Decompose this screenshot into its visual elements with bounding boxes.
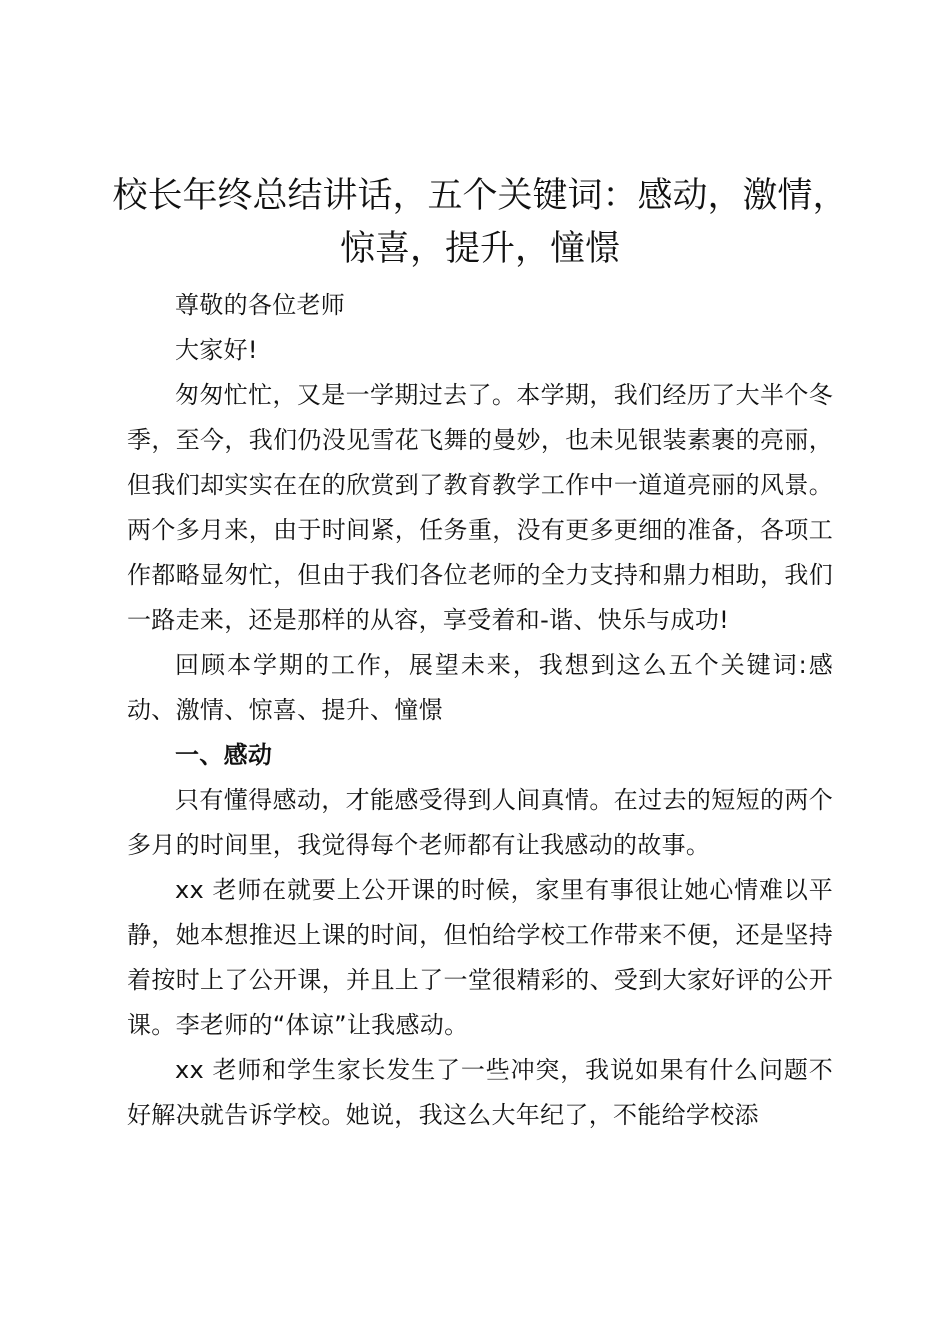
paragraph-moved-intro: 只有懂得感动，才能感受得到人间真情。在过去的短短的两个多月的时间里，我觉得每个老师都有让我感动的故事。 — [127, 786, 833, 859]
document-page — [112, 170, 848, 1138]
document-title: 校长年终总结讲话，五个关键词：感动，激情，惊喜，提升，憧憬 — [112, 176, 848, 269]
paragraph-teacher-story-2: xx 老师和学生家长发生了一些冲突，我说如果有什么问题不好解决就告诉学校。她说，我这么大年纪了，不能给学校添 — [127, 1056, 833, 1129]
paragraph-keywords: 回顾本学期的工作，展望未来，我想到这么五个关键词:感动、激情、惊喜、提升、憧憬 — [127, 651, 833, 724]
salutation-teachers: 尊敬的各位老师 — [175, 291, 346, 319]
salutation-greeting: 大家好! — [175, 336, 258, 364]
section-heading-moved: 一、感动 — [175, 741, 273, 769]
paragraph-intro: 匆匆忙忙，又是一学期过去了。本学期，我们经历了大半个冬季，至今，我们仍没见雪花飞舞的曼妙，也未见银装素裹的亮丽，但我们却实实在在的欣赏到了教育教学工作中一道道亮丽的风景。两个多月来，由于时间紧，任务重，没有更多更细的准备，各项工作都略显匆忙，但由于我们各位老师的全力支持和鼎力相助，我们一路走来，还是那样的从容，享受着和-谐、快乐与成功! — [127, 381, 833, 634]
paragraph-teacher-story-1: xx 老师在就要上公开课的时候，家里有事很让她心情难以平静，她本想推迟上课的时间，但怕给学校工作带来不便，还是坚持着按时上了公开课，并且上了一堂很精彩的、受到大家好评的公开课。李老师的“体谅”让我感动。 — [127, 876, 833, 1039]
